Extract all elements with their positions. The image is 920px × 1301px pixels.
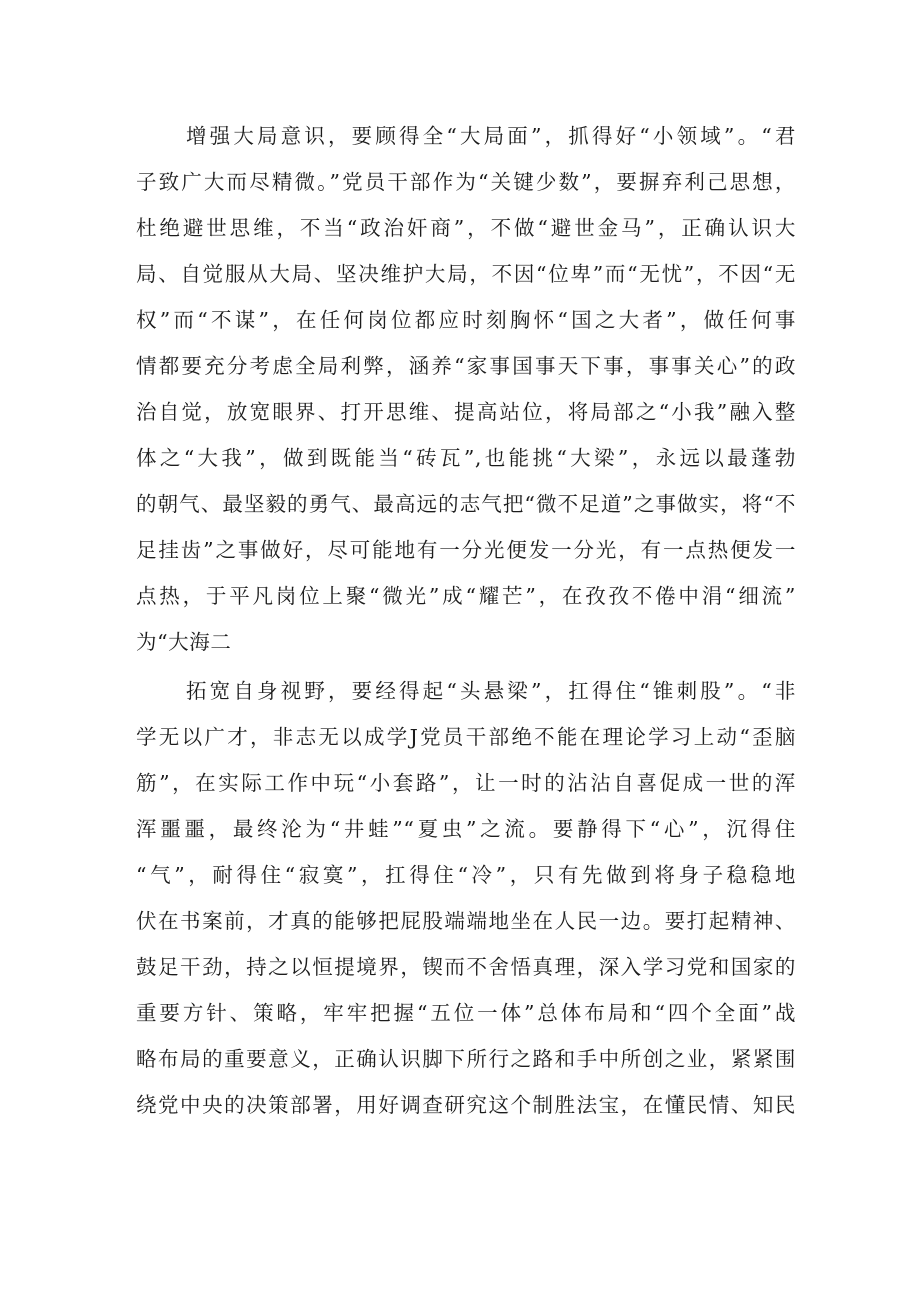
text-line: 杜绝避世思维，不当“政治奸商”，不做“避世金马”，正确认识大 [136, 216, 796, 240]
text-line: 筋”，在实际工作中玩“小套路”，让一时的沾沾自喜促成一世的浑 [136, 771, 796, 795]
text-line: 子致广大而尽精微。”党员干部作为“关键少数”，要摒弃利己思想， [136, 170, 796, 194]
text-line: 增强大局意识，要顾得全“大局面”，抓得好“小领域”。“君 [186, 124, 796, 148]
text-line: 局、自觉服从大局、坚决维护大局，不因“位卑”而“无忧”，不因“无 [136, 262, 796, 286]
text-line: 绕党中央的决策部署，用好调查研究这个制胜法宝，在懂民情、知民 [136, 1093, 796, 1117]
text-line: “气”，耐得住“寂寞”，扛得住“冷”，只有先做到将身子稳稳地 [136, 863, 796, 887]
text-line: 学无以广才，非志无以成学J党员干部绝不能在理论学习上动“歪脑 [136, 725, 796, 749]
text-line: 略布局的重要意义，正确认识脚下所行之路和手中所创之业，紧紧围 [136, 1047, 796, 1071]
text-line: 的朝气、最坚毅的勇气、最高远的志气把“微不足道”之事做实，将“不 [136, 492, 796, 516]
text-line: 伏在书案前，才真的能够把屁股端端地坐在人民一边。要打起精神、 [136, 909, 796, 933]
text-line: 足挂齿”之事做好，尽可能地有一分光便发一分光，有一点热便发一 [136, 538, 796, 562]
text-line: 权”而“不谋”，在任何岗位都应时刻胸怀“国之大者”，做任何事 [136, 308, 796, 332]
paragraph-broaden-vision [136, 668, 796, 1128]
text-line: 拓宽自身视野，要经得起“头悬梁”，扛得住“锥刺股”。“非 [186, 679, 796, 703]
text-line: 鼓足干劲，持之以恒提境界，锲而不舍悟真理，深入学习党和国家的 [136, 955, 796, 979]
text-line: 体之“大我”，做到既能当“砖瓦”,也能挑“大梁”，永远以最蓬勃 [136, 446, 796, 470]
text-line: 治自觉，放宽眼界、打开思维、提高站位，将局部之“小我”融入整 [136, 400, 796, 424]
text-line: 点热，于平凡岗位上聚“微光”成“耀芒”，在孜孜不倦中涓“细流” [136, 584, 796, 608]
text-line: 情都要充分考虑全局利弊，涵养“家事国事天下事，事事关心”的政 [136, 354, 796, 378]
text-line: 重要方针、策略，牢牢把握“五位一体”总体布局和“四个全面”战 [136, 1001, 796, 1025]
paragraph-big-picture-awareness [136, 113, 796, 665]
text-line: 为“大海二 [136, 630, 232, 654]
text-line: 浑噩噩，最终沦为“井蛙”“夏虫”之流。要静得下“心”，沉得住 [136, 817, 796, 841]
